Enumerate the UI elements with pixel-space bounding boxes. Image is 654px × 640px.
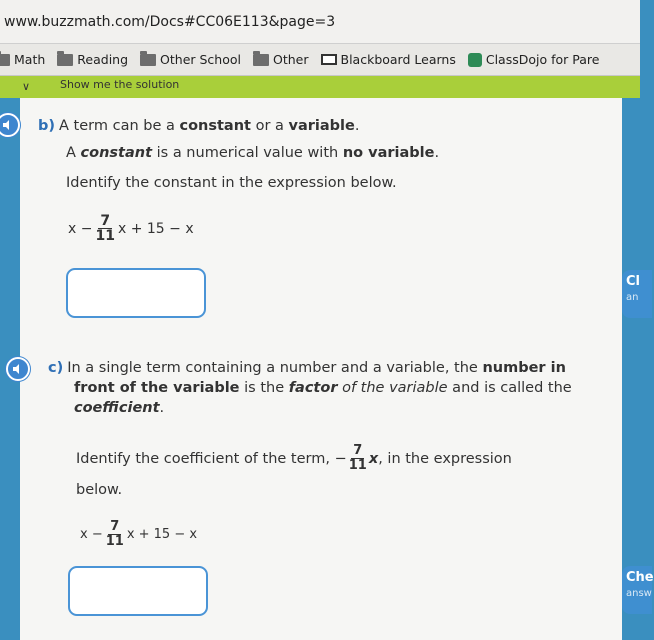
- chevron-down-icon: ∨: [22, 80, 31, 93]
- url-text[interactable]: www.buzzmath.com/Docs#CC06E113&page=3: [4, 14, 336, 30]
- audio-button-b[interactable]: [0, 113, 20, 137]
- bookmark-label: Reading: [77, 52, 129, 67]
- check-answer-tab-c[interactable]: [622, 566, 652, 614]
- text-span: .: [434, 145, 440, 161]
- bookmark-blackboard[interactable]: [321, 52, 456, 67]
- part-b-line3: Identify the constant in the expression below.: [66, 175, 397, 191]
- text-span: In a single term containing a number and a variable, the: [67, 360, 483, 376]
- bookmark-label: Blackboard Learns: [340, 52, 456, 67]
- text-span: .: [354, 118, 360, 134]
- numerator: 7: [110, 519, 120, 534]
- text-span: coefficient: [74, 400, 160, 416]
- part-c-instruction: [76, 444, 576, 473]
- address-bar[interactable]: [0, 0, 640, 44]
- expression-c: [80, 520, 197, 549]
- expr-text: x −: [68, 220, 93, 237]
- bookmark-other[interactable]: [253, 52, 309, 67]
- text-span: constant: [80, 145, 153, 161]
- bookmark-math[interactable]: [0, 52, 45, 67]
- text-span: or a: [250, 118, 289, 134]
- text-span: and is called the: [447, 380, 572, 396]
- fraction: [349, 444, 367, 473]
- text-span: is a numerical value with: [152, 145, 343, 161]
- classdojo-icon: [468, 53, 482, 67]
- part-c-paragraph: [48, 358, 596, 418]
- bookmark-label: Other School: [160, 52, 241, 67]
- solution-banner[interactable]: [0, 76, 640, 98]
- expr-text: x −: [80, 527, 103, 542]
- text-span: A: [66, 145, 81, 161]
- blackboard-icon: [321, 54, 337, 65]
- text-span: x: [368, 450, 379, 467]
- folder-icon: [253, 54, 269, 66]
- numerator: 7: [353, 443, 363, 458]
- folder-icon: [0, 54, 10, 66]
- text-span: A term can be a: [59, 118, 180, 134]
- numerator: 7: [100, 213, 111, 229]
- denominator: 11: [348, 458, 367, 473]
- part-b-line1: [38, 116, 598, 136]
- part-b-label: b): [38, 118, 56, 134]
- denominator: 11: [105, 534, 124, 549]
- folder-icon: [140, 54, 156, 66]
- bookmarks-bar: [0, 44, 640, 76]
- answer-input-c[interactable]: [68, 566, 208, 616]
- text-span: no variable: [342, 145, 435, 161]
- tab-label: Che: [626, 570, 654, 585]
- tab-sublabel: an: [626, 292, 639, 303]
- text-span: number in front of the variable: [74, 360, 566, 396]
- bookmark-label: ClassDojo for Pare: [485, 52, 600, 67]
- part-c-label: c): [48, 360, 64, 376]
- denominator: 11: [95, 228, 115, 244]
- expr-text: x + 15 − x: [126, 527, 198, 542]
- bookmark-label: Other: [273, 52, 309, 67]
- text-span: constant: [179, 118, 251, 134]
- folder-icon: [57, 54, 73, 66]
- expression-b: [68, 214, 194, 243]
- speaker-icon: [2, 119, 14, 131]
- expr-text: x + 15 − x: [117, 220, 194, 237]
- fraction: [95, 214, 114, 243]
- text-span: of the variable: [337, 380, 448, 396]
- bookmark-classdojo[interactable]: [468, 52, 600, 67]
- answer-input-b[interactable]: [66, 268, 206, 318]
- bookmark-label: Math: [14, 52, 46, 67]
- text-span: Identify the coefficient of the term, −: [76, 450, 347, 467]
- check-answer-tab-b[interactable]: [622, 270, 652, 318]
- text-span: .: [159, 400, 165, 416]
- part-c-below: below.: [76, 482, 123, 498]
- bookmark-reading[interactable]: [57, 52, 128, 67]
- text-span: factor: [288, 380, 338, 396]
- tab-sublabel: answ: [626, 588, 652, 599]
- part-b-line2: [66, 143, 586, 163]
- bookmark-other-school[interactable]: [140, 52, 241, 67]
- audio-button-c[interactable]: [6, 357, 30, 381]
- text-span: is the: [239, 380, 289, 396]
- tab-label: Cl: [626, 274, 640, 289]
- text-span: variable: [288, 118, 355, 134]
- show-solution-link[interactable]: Show me the solution: [60, 78, 180, 91]
- speaker-icon: [12, 363, 24, 375]
- text-span: , in the expression: [378, 450, 512, 467]
- fraction: [106, 520, 124, 549]
